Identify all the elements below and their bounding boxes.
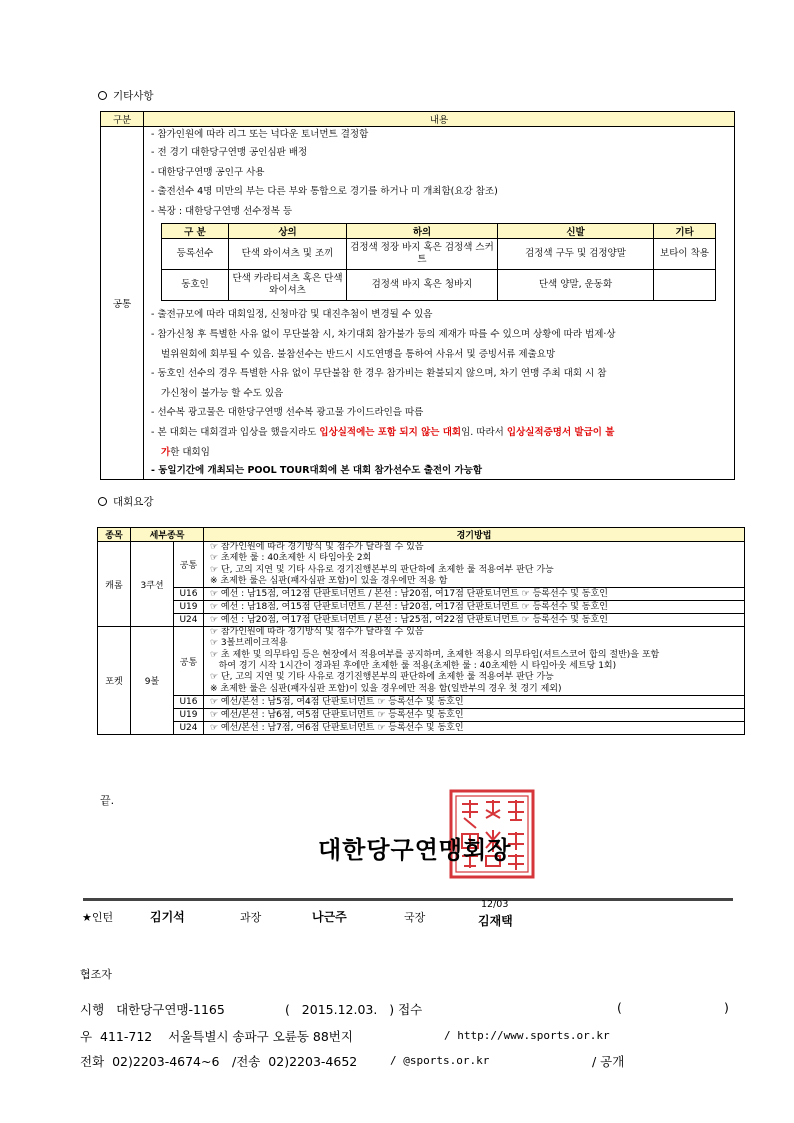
age-label: U16 xyxy=(174,588,204,601)
enforce-number: 시행 대한당구연맹-1165 xyxy=(80,1002,225,1017)
common-label: 공통 xyxy=(174,627,204,696)
dress-cell: 보타이 착용 xyxy=(654,239,716,270)
rule-line: ☞ 예선 : 남15점, 여12점 단판토너먼트 / 본선 : 남20점, 여17점 단판토너먼트 ☞ 등록선수 및 동호인 xyxy=(204,588,745,601)
table-row xyxy=(98,614,745,627)
rule-line: ☞ 3볼브레이크적용 xyxy=(210,638,288,649)
rule-line: ☞ 예선 : 남18점, 여15점 단판토너먼트 / 본선 : 남20점, 여17점 단판토너먼트 ☞ 등록선수 및 동호인 xyxy=(204,601,745,614)
misc-line: - 참가신청 후 특별한 사유 없이 무단불참 시, 차기대회 참가불가 등의 제재가 따를 수 있으며 상황에 따라 법제·상 xyxy=(151,328,616,340)
footer-divider xyxy=(83,898,733,901)
director-name: 김재택 xyxy=(478,914,513,928)
disclosure: / 공개 xyxy=(592,1054,625,1069)
enforce-date: ( 2015.12.03. ) 접수 xyxy=(285,1002,423,1017)
age-label: U19 xyxy=(174,708,204,721)
dress-cell: 단색 와이셔츠 및 조끼 xyxy=(229,239,347,270)
intern-name: 김기석 xyxy=(150,910,185,924)
dress-header: 하의 xyxy=(347,224,498,239)
misc-line: - 동일기간에 개최되는 POOL TOUR대회에 본 대회 참가선수도 출전이 가능함 xyxy=(151,465,483,477)
misc-header-category: 구분 xyxy=(101,112,144,127)
misc-line: - 출전선수 4명 미만의 부는 다른 부와 통합으로 경기를 하거나 미 개최함(요강 참조) xyxy=(151,186,498,198)
misc-line: 벌위원회에 회부될 수 있음. 불참선수는 반드시 시도연맹을 통하여 사유서 및 증빙서류 제출요망 xyxy=(161,348,556,360)
dress-row xyxy=(162,270,716,301)
end-mark: 끝. xyxy=(100,794,115,807)
director-date: 12/03 xyxy=(481,899,509,910)
rule-line: ※ 초제한 룰은 심판(패자심판 포함)이 있을 경우에만 적용 함 xyxy=(210,575,448,586)
section-title-misc: 기타사항 xyxy=(98,88,154,103)
rule-line: ※ 초제한 룰은 심판(패자심판 포함)이 있을 경우에만 적용 함(일반부의 경우 첫 경기 제외) xyxy=(210,683,562,694)
circle-bullet-icon xyxy=(98,497,107,506)
table-row xyxy=(98,695,745,708)
age-label: U24 xyxy=(174,721,204,734)
cooperation-label: 협조자 xyxy=(80,968,112,981)
misc-line: - 선수복 광고물은 대한당구연맹 선수복 광고물 가이드라인을 따름 xyxy=(151,407,424,419)
misc-line: - 동호인 선수의 경우 특별한 사유 없이 무단불참 한 경우 참가비는 환불되지 않으며, 차기 연맹 주최 대회 시 참 xyxy=(151,368,607,380)
rules-header-sub: 세부종목 xyxy=(131,528,204,542)
rules-header-method: 경기방법 xyxy=(204,528,745,542)
rule-line: ☞ 참가인원에 따라 경기방식 및 점수가 달라질 수 있음 xyxy=(210,627,424,638)
dress-cell: 검정색 구두 및 검정양말 xyxy=(498,239,654,270)
signature-title: 대한당구연맹회장 xyxy=(318,836,512,864)
manager-label: 과장 xyxy=(240,911,262,924)
manager-name: 나근주 xyxy=(312,910,347,924)
misc-line: - 전 경기 대한당구연맹 공인심판 배정 xyxy=(151,147,308,158)
misc-header-content: 내용 xyxy=(144,112,735,127)
dress-header: 상의 xyxy=(229,224,347,239)
rule-line: 하여 경기 시작 1시간이 경과된 후에만 초제한 룰 적용(초제한 룰 : 40초제한 시 타임아웃 세트당 1회) xyxy=(210,661,617,672)
event-pocket: 포켓 xyxy=(98,627,131,735)
rule-line: ☞ 단, 고의 지연 및 기타 사유로 경기진행본부의 판단하에 초제한 룰 적용여부 판단 가능 xyxy=(210,672,554,683)
phone: 전화 02)2203-4674~6 xyxy=(80,1054,220,1069)
misc-line: - 대한당구연맹 공인구 사용 xyxy=(151,166,265,178)
dress-cell xyxy=(654,270,716,301)
misc-line: - 출전규모에 따라 대회일정, 신청마감 및 대진추첨이 변경될 수 있음 xyxy=(151,309,433,321)
dress-row xyxy=(162,239,716,270)
age-label: U16 xyxy=(174,695,204,708)
rules-table xyxy=(97,527,745,735)
table-row xyxy=(98,601,745,614)
dress-cell: 동호인 xyxy=(162,270,229,301)
table-row xyxy=(98,721,745,734)
table-row xyxy=(98,588,745,601)
receipt-open: ( xyxy=(617,1000,622,1015)
misc-line: - 복장 : 대한당구연맹 선수정복 등 xyxy=(151,205,293,217)
dress-cell: 검정색 바지 혹은 청바지 xyxy=(347,270,498,301)
director-label: 국장 xyxy=(404,911,426,924)
website-url: / http://www.sports.or.kr xyxy=(444,1029,610,1042)
misc-row-label: 공통 xyxy=(101,127,144,480)
dress-header: 신발 xyxy=(498,224,654,239)
rule-line: ☞ 참가인원에 따라 경기방식 및 점수가 달라질 수 있음 xyxy=(210,542,424,552)
intern-label: ★인턴 xyxy=(82,911,114,924)
rule-line: ☞ 예선/본선 : 남7점, 여6점 단판토너먼트 ☞ 등록선수 및 동호인 xyxy=(204,721,745,734)
dress-cell: 단색 양말, 운동화 xyxy=(498,270,654,301)
dress-cell: 검정색 정장 바지 혹은 검정색 스커트 xyxy=(347,239,498,270)
age-label: U19 xyxy=(174,601,204,614)
misc-table xyxy=(100,111,735,480)
age-label: U24 xyxy=(174,614,204,627)
receipt-close: ) xyxy=(724,1000,729,1015)
misc-line: - 참가인원에 따라 리그 또는 넉다운 토너먼트 결정함 xyxy=(151,129,369,140)
event-carom: 캐롬 xyxy=(98,542,131,627)
email: / @sports.or.kr xyxy=(390,1054,490,1067)
rules-header-event: 종목 xyxy=(98,528,131,542)
carom-common-rules xyxy=(204,542,745,588)
rule-line: ☞ 단, 고의 지연 및 기타 사유로 경기진행본부의 판단하에 초제한 룰 적용여부 판단 가능 xyxy=(210,564,554,575)
misc-line-highlight: 가한 대회임 xyxy=(161,446,210,458)
table-row xyxy=(98,708,745,721)
dress-cell: 단색 카라티셔츠 혹은 단색 와이셔츠 xyxy=(229,270,347,301)
dress-header: 기타 xyxy=(654,224,716,239)
rule-line: ☞ 초제한 룰 : 40초제한 시 타임아웃 2회 xyxy=(210,553,372,564)
sub-event-9ball: 9볼 xyxy=(131,627,174,735)
sub-event-3cushion: 3쿠션 xyxy=(131,542,174,627)
rule-line: ☞ 예선 : 남20점, 여17점 단판토너먼트 / 본선 : 남25점, 여22점 단판토너먼트 ☞ 등록선수 및 동호인 xyxy=(204,614,745,627)
common-label: 공통 xyxy=(174,542,204,588)
pocket-common-rules xyxy=(204,627,745,696)
fax: /전송 02)2203-4652 xyxy=(232,1054,358,1069)
misc-line-highlight: - 본 대회는 대회결과 입상을 했을지라도 입상실적에는 포함 되지 않는 대회임. 따라서 입상실적증명서 발급이 불 xyxy=(151,426,615,438)
address: 우 411-712 서울특별시 송파구 오륜동 88번지 xyxy=(80,1029,353,1044)
circle-bullet-icon xyxy=(98,91,107,100)
dress-code-table xyxy=(161,223,716,301)
dress-cell: 등록선수 xyxy=(162,239,229,270)
rule-line: ☞ 예선/본선 : 남6점, 여5점 단판토너먼트 ☞ 등록선수 및 동호인 xyxy=(204,708,745,721)
dress-header: 구 분 xyxy=(162,224,229,239)
misc-line: 가신청이 불가능 할 수도 있음 xyxy=(161,387,284,399)
rule-line: ☞ 예선/본선 : 남5점, 여4점 단판토너먼트 ☞ 등록선수 및 동호인 xyxy=(204,695,745,708)
rule-line: ☞ 초 제한 및 의무타임 등은 현장에서 적용여부를 공지하며, 초제한 적용시 의무타임(셔트스코어 합의 절반)을 포함 xyxy=(210,649,660,660)
section-title-rules: 대회요강 xyxy=(98,494,154,509)
misc-content xyxy=(144,127,735,480)
